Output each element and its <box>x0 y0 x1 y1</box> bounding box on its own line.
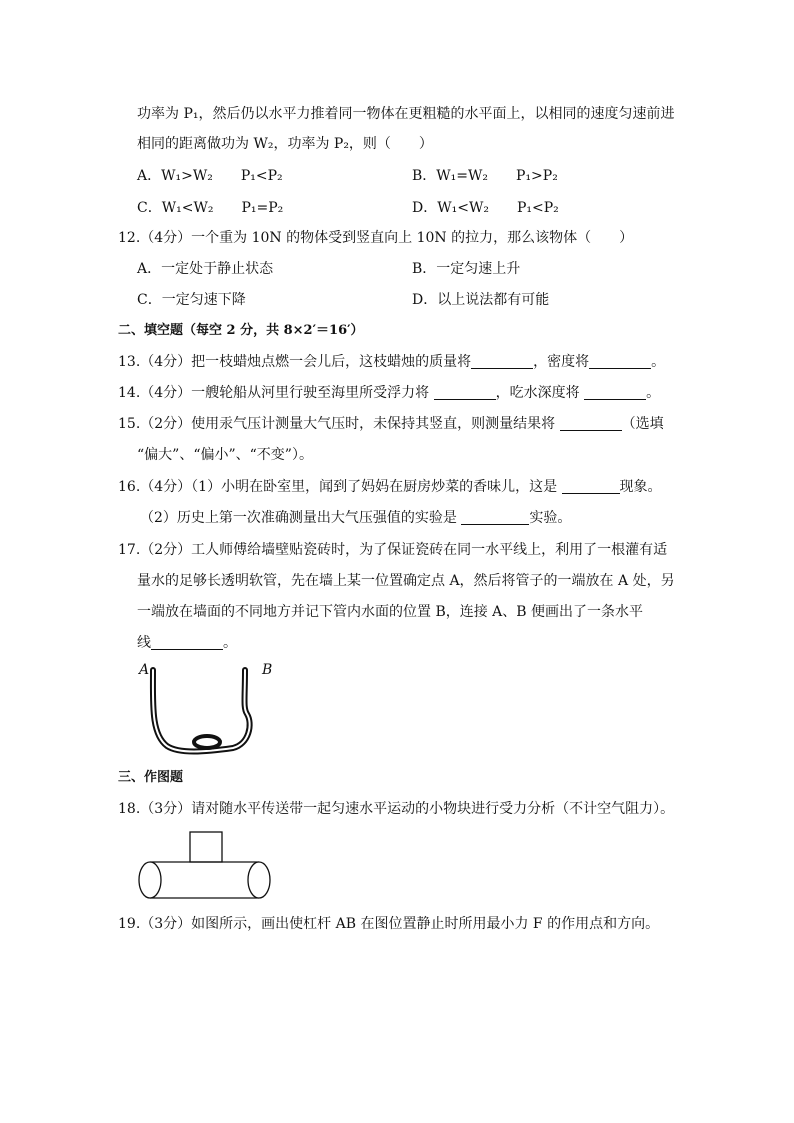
q13-text-a: 13.（4分）把一枝蜡烛点燃一会儿后，这枝蜡烛的质量将 <box>118 354 472 370</box>
q18-stem: 18.（3分）请对随水平传送带一起匀速水平运动的小物块进行受力分析（不计空气阻力）。 <box>118 801 675 817</box>
q14-blank-2[interactable] <box>584 385 646 400</box>
u-tube-path <box>153 670 250 752</box>
q15-text-a: 15.（2分）使用汞气压计测量大气压时，未保持其竖直，则测量结果将 <box>118 416 560 432</box>
q14-blank-1[interactable] <box>434 385 496 400</box>
section-drawing-heading: 三、作图题 <box>118 770 184 785</box>
q17-line1: 17.（2分）工人师傅给墙壁贴瓷砖时，为了保证瓷砖在同一水平线上，利用了一根灌有适 <box>118 542 668 558</box>
q14-text-c: 。 <box>646 385 661 401</box>
q16-blank-2[interactable] <box>461 510 529 525</box>
q16-line2 <box>140 508 571 528</box>
q15-text-b: （选填 <box>621 416 664 432</box>
q11-option-c: C．W₁<W₂ P₁=P₂ <box>137 200 284 216</box>
q16-line2-text-b: 实验。 <box>529 510 572 526</box>
q16-text-a: 16.（4分）（1）小明在卧室里，闻到了妈妈在厨房炒菜的香味儿，这是 <box>118 479 562 495</box>
q11-option-d: D．W₁<W₂ P₁<P₂ <box>412 200 559 216</box>
q15 <box>118 414 664 434</box>
q15-line2: “偏大”、“偏小”、“不变”）。 <box>137 447 313 463</box>
q13 <box>118 352 665 372</box>
q17-label-b: B <box>262 662 273 678</box>
q12-option-d: D．以上说法都有可能 <box>412 292 550 308</box>
q11-line1: 功率为 P₁，然后仍以水平力推着同一物体在更粗糙的水平面上，以相同的速度匀速前进 <box>137 106 675 122</box>
left-roller <box>139 862 161 898</box>
q16-blank-1[interactable] <box>562 479 620 494</box>
q17-text-a: 线 <box>137 635 151 651</box>
section-fill-in-heading: 二、填空题（每空 2 分，共 8×2′＝16′） <box>118 323 364 338</box>
q11-option-b: B．W₁=W₂ P₁>P₂ <box>412 168 558 184</box>
q17-blank[interactable] <box>151 635 223 650</box>
q16-text-b: 现象。 <box>619 479 662 495</box>
right-roller <box>248 862 270 898</box>
u-tube-loop <box>194 736 220 748</box>
q17-line2: 量水的足够长透明软管，先在墙上某一位置确定点 A，然后将管子的一端放在 A 处，另 <box>137 573 675 589</box>
q14-text-b: ，吃水深度将 <box>495 385 585 401</box>
q13-blank-2[interactable] <box>589 354 651 369</box>
q17-text-b: 。 <box>223 635 237 651</box>
q12-option-b: B．一定匀速上升 <box>412 261 521 277</box>
conveyor-belt-figure <box>137 830 273 902</box>
q12-option-a: A．一定处于静止状态 <box>137 261 274 277</box>
q14-text-a: 14.（4分）一艘轮船从河里行驶至海里所受浮力将 <box>118 385 434 401</box>
q15-blank[interactable] <box>560 416 622 431</box>
q16 <box>118 477 662 497</box>
q14 <box>118 383 660 403</box>
q12-option-c: C．一定匀速下降 <box>137 292 246 308</box>
q16-line2-text-a: （2）历史上第一次准确测量出大气压强值的实验是 <box>140 510 462 526</box>
q17-line4 <box>137 633 237 653</box>
q17-line3: 一端放在墙面的不同地方并记下管内水面的位置 B，连接 A、B 便画出了一条水平 <box>137 604 644 620</box>
u-tube-inner <box>153 670 250 752</box>
q11-option-a: A．W₁>W₂ P₁<P₂ <box>137 168 283 184</box>
q13-text-b: ，密度将 <box>533 354 590 370</box>
q13-text-c: 。 <box>651 354 666 370</box>
u-tube-figure <box>145 664 265 760</box>
q12-stem: 12.（4分）一个重为 10N 的物体受到竖直向上 10N 的拉力，那么该物体（ ） <box>118 230 634 246</box>
q17-label-a: A <box>139 662 150 678</box>
q11-line2: 相同的距离做功为 W₂，功率为 P₂，则（ ） <box>137 136 433 152</box>
q13-blank-1[interactable] <box>471 354 533 369</box>
block-on-belt <box>190 832 222 862</box>
q19-stem: 19.（3分）如图所示，画出使杠杆 AB 在图位置静止时所用最小力 F 的作用点和方向。 <box>118 916 660 932</box>
